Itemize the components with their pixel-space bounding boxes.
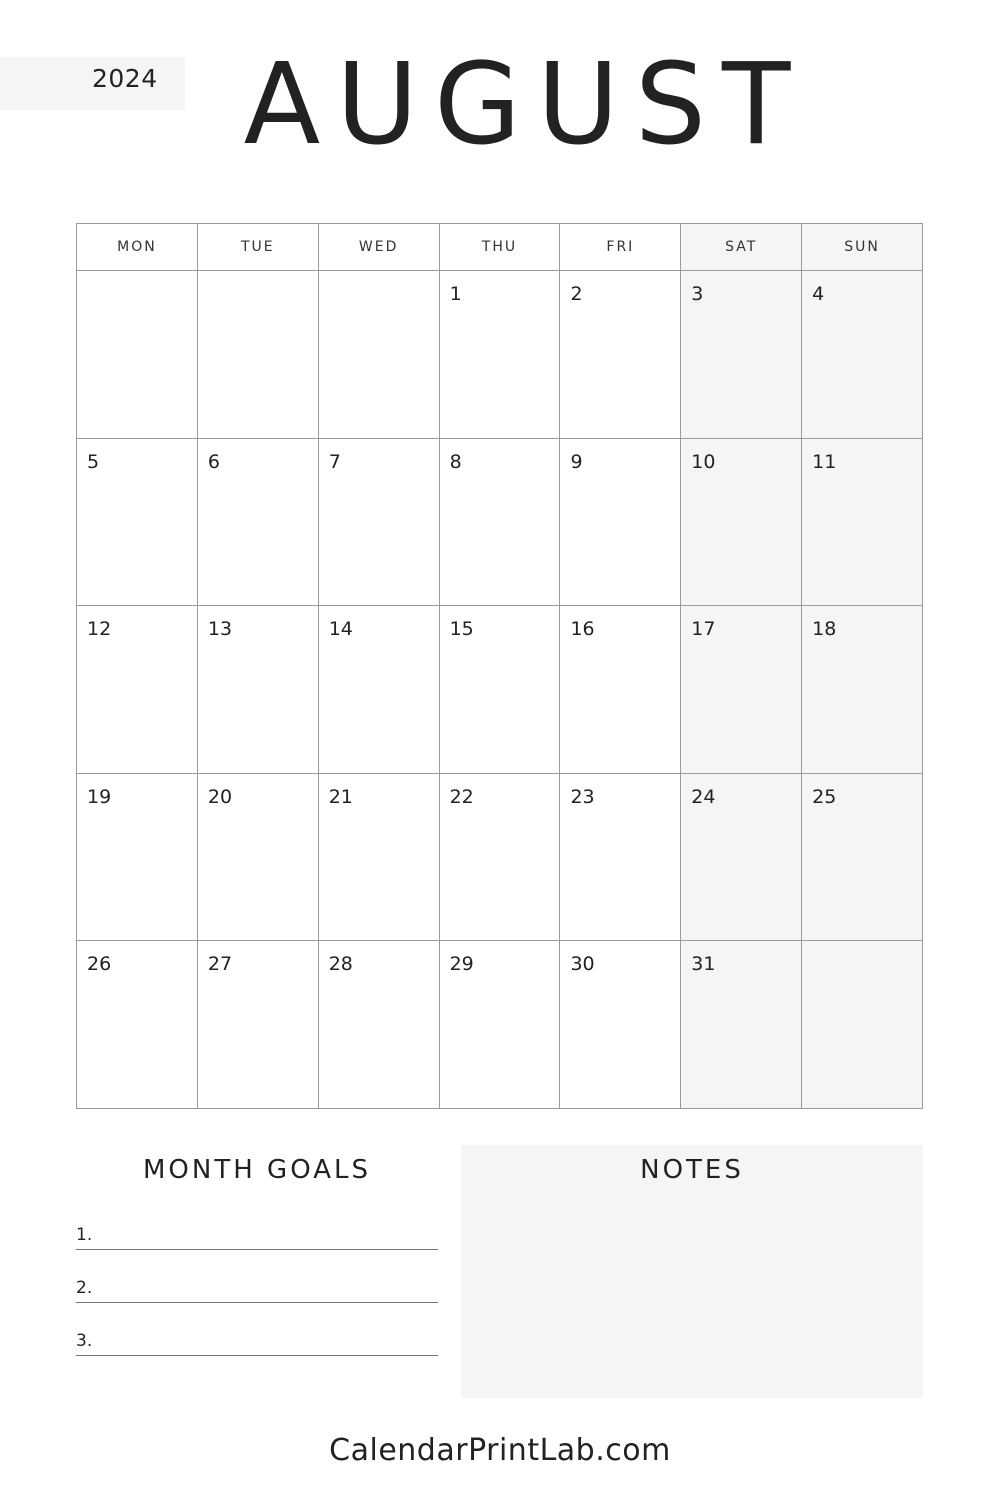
calendar-body [77, 271, 922, 1108]
day-number: 24 [691, 785, 716, 808]
day-cell-2[interactable] [560, 271, 681, 438]
day-number: 18 [812, 618, 837, 641]
day-number: 19 [87, 785, 112, 808]
day-number: 22 [449, 785, 474, 808]
calendar-week-row [77, 439, 922, 607]
day-number: 27 [207, 953, 233, 976]
month-title: AUGUST [243, 40, 807, 170]
day-number: 10 [691, 450, 716, 473]
weekday-header-mon: MON [77, 224, 198, 270]
day-cell-26[interactable] [77, 941, 198, 1108]
weekday-header-row [77, 224, 922, 271]
day-cell-8[interactable] [440, 439, 561, 606]
day-cell-15[interactable] [440, 606, 561, 773]
calendar-week-row [77, 941, 922, 1108]
day-cell-30[interactable] [560, 941, 681, 1108]
day-cell-1[interactable] [440, 271, 561, 438]
calendar-week-row [77, 271, 922, 439]
empty-day-cell[interactable] [198, 271, 319, 438]
day-number: 29 [449, 953, 474, 976]
year-label: 2024 [92, 64, 158, 93]
day-number: 11 [812, 450, 837, 473]
weekday-header-thu: THU [440, 224, 561, 270]
calendar-week-row [77, 606, 922, 774]
day-cell-7[interactable] [319, 439, 440, 606]
day-number: 8 [449, 450, 462, 473]
day-cell-13[interactable] [198, 606, 319, 773]
day-number: 26 [87, 953, 112, 976]
day-number: 9 [570, 450, 583, 473]
notes-title: NOTES [640, 1155, 744, 1185]
weekday-header-fri: FRI [560, 224, 681, 270]
goal-number: 3. [76, 1331, 93, 1351]
day-number: 30 [570, 953, 595, 976]
day-cell-9[interactable] [560, 439, 681, 606]
day-number: 5 [87, 450, 100, 473]
day-cell-27[interactable] [198, 941, 319, 1108]
day-cell-20[interactable] [198, 774, 319, 941]
day-cell-3[interactable] [681, 271, 802, 438]
day-cell-24[interactable] [681, 774, 802, 941]
day-number: 16 [570, 618, 595, 641]
day-number: 12 [87, 618, 112, 641]
weekday-header-sun: SUN [802, 224, 922, 270]
day-number: 31 [691, 953, 716, 976]
day-number: 2 [570, 283, 583, 305]
day-number: 21 [328, 785, 353, 808]
month-goals-title: MONTH GOALS [143, 1155, 371, 1185]
weekday-header-tue: TUE [198, 224, 319, 270]
goal-line[interactable] [76, 1225, 438, 1250]
day-number: 7 [328, 450, 341, 473]
goal-line[interactable] [76, 1331, 438, 1356]
day-cell-21[interactable] [319, 774, 440, 941]
day-cell-28[interactable] [319, 941, 440, 1108]
day-cell-16[interactable] [560, 606, 681, 773]
day-number: 13 [207, 618, 233, 641]
day-number: 23 [570, 785, 595, 808]
day-cell-14[interactable] [319, 606, 440, 773]
day-cell-12[interactable] [77, 606, 198, 773]
day-cell-31[interactable] [681, 941, 802, 1108]
weekday-header-wed: WED [319, 224, 440, 270]
calendar-grid [76, 223, 923, 1109]
goal-number: 2. [76, 1278, 93, 1298]
footer-site-label: CalendarPrintLab.com [329, 1433, 671, 1468]
day-number: 15 [449, 618, 474, 641]
day-number: 20 [207, 785, 233, 808]
goal-number: 1. [76, 1225, 93, 1245]
day-number: 1 [449, 283, 462, 305]
day-number: 6 [207, 450, 220, 473]
day-cell-11[interactable] [802, 439, 922, 606]
day-cell-5[interactable] [77, 439, 198, 606]
day-cell-6[interactable] [198, 439, 319, 606]
day-number: 17 [691, 618, 716, 641]
calendar-week-row [77, 774, 922, 942]
day-cell-18[interactable] [802, 606, 922, 773]
day-cell-22[interactable] [440, 774, 561, 941]
day-number: 3 [691, 283, 704, 305]
day-cell-19[interactable] [77, 774, 198, 941]
empty-day-cell[interactable] [802, 941, 922, 1108]
day-cell-17[interactable] [681, 606, 802, 773]
day-cell-4[interactable] [802, 271, 922, 438]
day-cell-25[interactable] [802, 774, 922, 941]
day-number: 14 [328, 618, 353, 641]
day-number: 25 [812, 785, 837, 808]
day-cell-29[interactable] [440, 941, 561, 1108]
day-cell-10[interactable] [681, 439, 802, 606]
goal-line[interactable] [76, 1278, 438, 1303]
day-number: 4 [812, 283, 825, 305]
empty-day-cell[interactable] [77, 271, 198, 438]
day-cell-23[interactable] [560, 774, 681, 941]
weekday-header-sat: SAT [681, 224, 802, 270]
notes-box[interactable] [461, 1145, 923, 1398]
empty-day-cell[interactable] [319, 271, 440, 438]
day-number: 28 [328, 953, 353, 976]
